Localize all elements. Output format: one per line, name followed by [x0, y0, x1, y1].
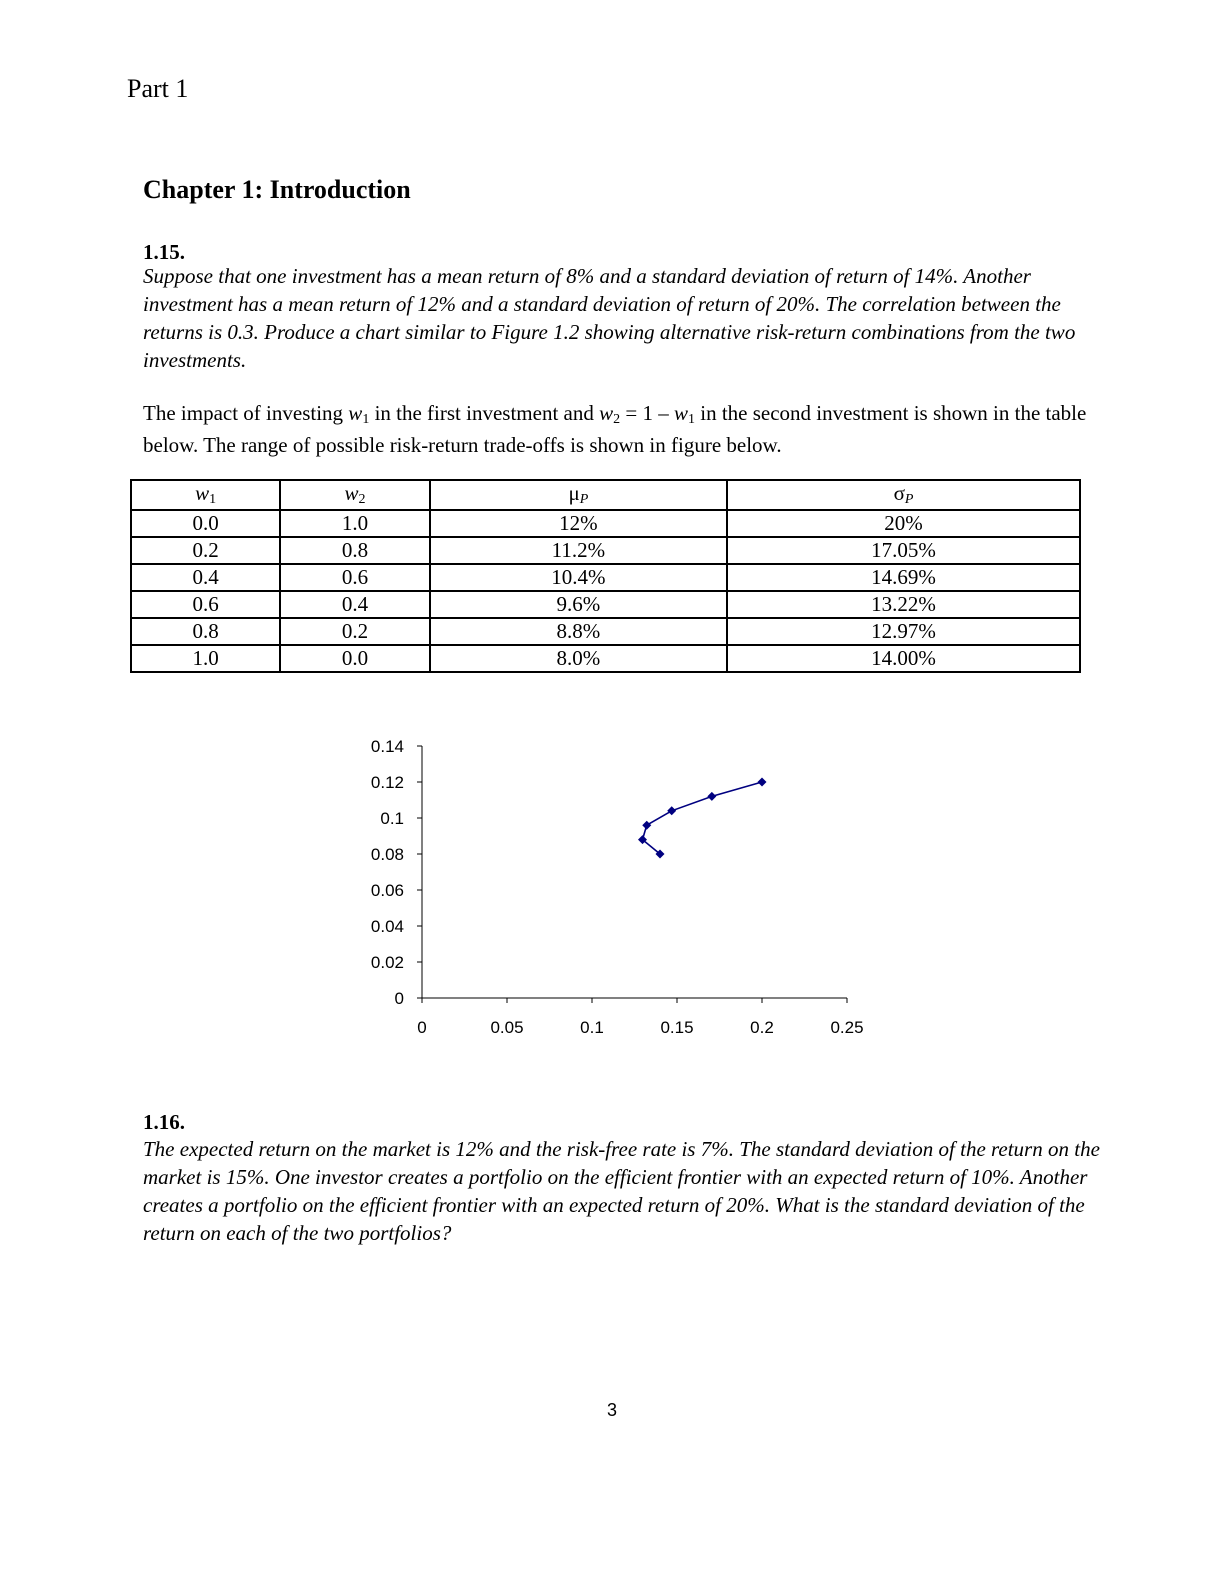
cell-w1: 0.8 [131, 618, 280, 645]
y-tick-label: 0.08 [370, 845, 404, 864]
answer-1-15-text [143, 399, 1103, 459]
cell-w1: 0.2 [131, 537, 280, 564]
w1b-subscript: 1 [687, 412, 695, 427]
cell-w2: 0.4 [280, 591, 429, 618]
risk-return-chart [350, 728, 890, 1048]
header-w1: w1 [131, 480, 280, 510]
cell-sigma-p: 17.05% [727, 537, 1080, 564]
cell-sigma-p: 12.97% [727, 618, 1080, 645]
y-tick-label: 0 [394, 989, 404, 1008]
table-row [131, 645, 1080, 672]
y-tick-label: 0.06 [370, 881, 404, 900]
x-tick-label: 0.2 [750, 1018, 774, 1037]
data-point [667, 806, 676, 815]
cell-w2: 1.0 [280, 510, 429, 537]
table-header-row [131, 480, 1080, 510]
chapter-title: Chapter 1: Introduction [143, 175, 411, 204]
cell-w1: 0.6 [131, 591, 280, 618]
w2-symbol [599, 401, 620, 425]
x-tick-label: 0.25 [830, 1018, 864, 1037]
series-line [642, 782, 762, 854]
cell-sigma-p: 14.00% [727, 645, 1080, 672]
cell-w2: 0.6 [280, 564, 429, 591]
cell-w2: 0.0 [280, 645, 429, 672]
table-row [131, 537, 1080, 564]
page-number: 3 [606, 1400, 617, 1420]
y-tick-label: 0.02 [370, 953, 404, 972]
cell-sigma-p: 20% [727, 510, 1080, 537]
cell-w2: 0.8 [280, 537, 429, 564]
cell-mu-p: 11.2% [430, 537, 727, 564]
cell-w1: 1.0 [131, 645, 280, 672]
portfolio-table [130, 479, 1081, 673]
part-header: Part 1 [127, 74, 189, 103]
header-mu-p: μP [430, 480, 727, 510]
table-row [131, 564, 1080, 591]
question-1-15-number: 1.15. [143, 240, 185, 264]
data-point [642, 821, 651, 830]
x-tick-label: 0 [417, 1018, 427, 1037]
answer-part-2: in the first investment and [369, 401, 600, 425]
table-row [131, 618, 1080, 645]
header-sigma-p: σP [727, 480, 1080, 510]
answer-part-4: in the second investment is shown in the table below. The range of possible risk-return trade-offs is shown in figure below. [143, 401, 1087, 457]
table-row [131, 591, 1080, 618]
w1-base: w [348, 401, 363, 425]
w2-subscript: 2 [613, 412, 621, 427]
w1-symbol-second [674, 401, 695, 425]
question-1-16-number: 1.16. [143, 1110, 185, 1134]
cell-w1: 0.0 [131, 510, 280, 537]
cell-mu-p: 12% [430, 510, 727, 537]
cell-mu-p: 8.8% [430, 618, 727, 645]
w1b-base: w [673, 401, 688, 425]
cell-w1: 0.4 [131, 564, 280, 591]
cell-mu-p: 9.6% [430, 591, 727, 618]
answer-part-1: The impact of investing [143, 401, 349, 425]
w1-symbol [348, 401, 369, 425]
answer-part-3: = 1 – [620, 401, 674, 425]
question-1-15-text: Suppose that one investment has a mean return of 8% and a standard deviation of return of 14%. Another investment has a mean return of 12% and a standard deviation of return of 20%. The correlation between the returns is 0.3. Produce a chart similar to Figure 1.2 showing alternative risk-return combinations from the two investments. [143, 264, 1076, 372]
data-point [707, 792, 716, 801]
w2-base: w [599, 401, 614, 425]
cell-sigma-p: 13.22% [727, 591, 1080, 618]
y-tick-label: 0.04 [370, 917, 404, 936]
cell-w2: 0.2 [280, 618, 429, 645]
cell-mu-p: 8.0% [430, 645, 727, 672]
header-w2: w2 [280, 480, 429, 510]
data-point [758, 778, 767, 787]
x-tick-label: 0.15 [660, 1018, 694, 1037]
question-1-16-text: The expected return on the market is 12% and the risk-free rate is 7%. The standard deviation of the return on the market is 15%. One investor creates a portfolio on the efficient frontier with an expected return of 10%. Another creates a portfolio on the efficient frontier with an expected return of 20%. What is the standard deviation of the return on each of the two portfolios? [143, 1137, 1100, 1245]
cell-mu-p: 10.4% [430, 564, 727, 591]
y-tick-label: 0.1 [380, 809, 404, 828]
cell-sigma-p: 14.69% [727, 564, 1080, 591]
w1-subscript: 1 [362, 412, 370, 427]
table-row [131, 510, 1080, 537]
x-tick-label: 0.05 [490, 1018, 524, 1037]
x-tick-label: 0.1 [580, 1018, 604, 1037]
y-tick-label: 0.12 [370, 773, 404, 792]
y-tick-label: 0.14 [370, 737, 404, 756]
